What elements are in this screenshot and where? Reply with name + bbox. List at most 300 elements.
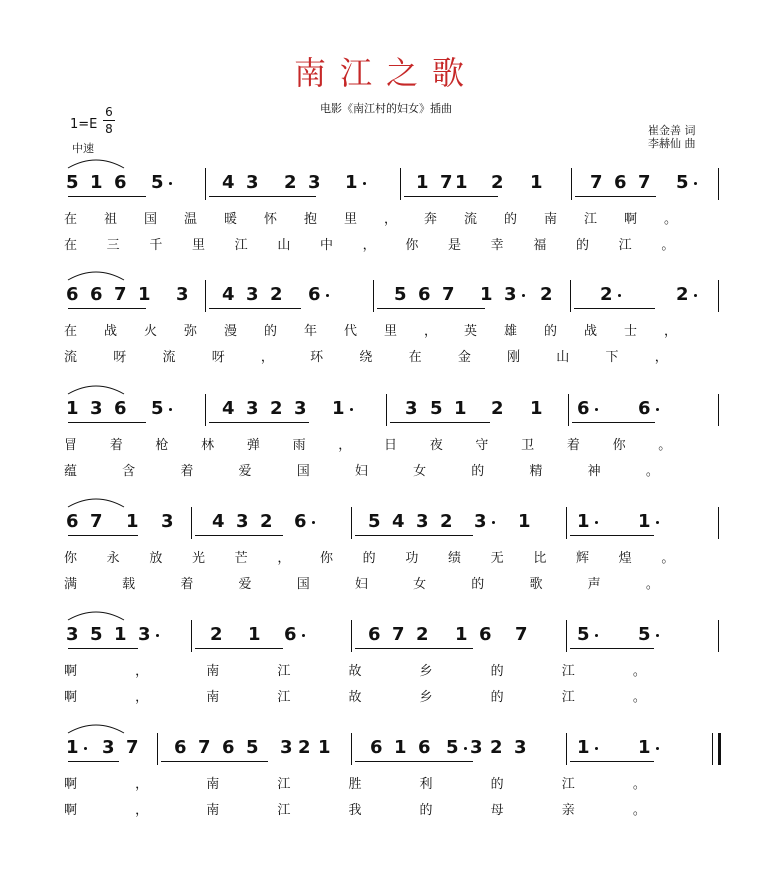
lyric-char: 比 <box>533 551 547 566</box>
note: 1 <box>638 511 651 532</box>
bar-line <box>373 280 374 312</box>
note: 3 <box>470 737 483 758</box>
lyric-char: 奔 <box>424 212 438 227</box>
beam-line <box>570 648 654 649</box>
lyric-char: 呀 <box>211 350 225 365</box>
lyric-char: 南 <box>206 777 220 792</box>
note: 3 <box>308 172 321 193</box>
slur <box>66 721 126 735</box>
dot <box>350 408 353 411</box>
dot <box>656 747 659 750</box>
lyric-char: 温 <box>184 212 198 227</box>
dot <box>326 294 329 297</box>
lyric-char: 故 <box>348 690 362 705</box>
beam-line <box>570 535 654 536</box>
note: 7 <box>198 737 211 758</box>
note: 1 <box>530 398 543 419</box>
lyric-char: 英 <box>464 324 478 339</box>
lyric-char: 含 <box>122 464 136 479</box>
beam-line <box>404 196 498 197</box>
lyric-char: 雨 <box>292 438 306 453</box>
lyric-char: 啊 <box>64 690 78 705</box>
note: 7 <box>638 172 651 193</box>
bar-line <box>568 394 569 426</box>
lyric-char: 啊 <box>64 664 78 679</box>
lyric-char: 守 <box>475 438 489 453</box>
dot <box>464 747 467 750</box>
bar-line <box>718 394 719 426</box>
lyric-char: 你 <box>405 238 419 253</box>
lyric-char: 的 <box>419 803 433 818</box>
lyric-char: 夜 <box>429 438 443 453</box>
lyric-char: 雄 <box>504 324 518 339</box>
dot <box>522 294 525 297</box>
note: 5 <box>638 624 651 645</box>
note: 1 <box>394 737 407 758</box>
note: 1 <box>455 624 468 645</box>
note: 1 <box>90 172 103 193</box>
note: 2 <box>491 398 504 419</box>
beam-line <box>355 761 473 762</box>
lyric-char: 妇 <box>354 577 368 592</box>
note: 6 <box>614 172 627 193</box>
note: 5 <box>151 398 164 419</box>
note: 1 <box>66 398 79 419</box>
lyric-char: 南 <box>206 803 220 818</box>
lyric-char: 江 <box>584 212 598 227</box>
bar-line <box>400 168 401 200</box>
note: 3 <box>66 624 79 645</box>
note: 1 <box>455 172 468 193</box>
note: 2 <box>260 511 273 532</box>
note: 7 <box>392 624 405 645</box>
note: 5 <box>430 398 443 419</box>
note: 4 <box>392 511 405 532</box>
lyric-char: 。 <box>661 551 675 566</box>
lyric-char: 蕴 <box>64 464 78 479</box>
lyric-char: 福 <box>533 238 547 253</box>
note: 7 <box>442 284 455 305</box>
bar-line <box>191 620 192 652</box>
note: 3 <box>246 284 259 305</box>
bar-line <box>718 168 719 200</box>
note: 3 <box>280 737 293 758</box>
note: 1 <box>248 624 261 645</box>
lyric-char: 的 <box>471 464 485 479</box>
tempo-marking: 中速 <box>72 142 94 155</box>
note: 1 <box>530 172 543 193</box>
note: 1 <box>454 398 467 419</box>
note: 2 <box>600 284 613 305</box>
bar-line <box>157 733 158 765</box>
dot <box>302 634 305 637</box>
lyric-char: 暖 <box>224 212 238 227</box>
note: 6 <box>638 398 651 419</box>
beam-line <box>377 308 485 309</box>
dot <box>595 747 598 750</box>
lyric-char: 国 <box>296 464 310 479</box>
lyric-char: 。 <box>632 803 646 818</box>
note: 2 <box>490 737 503 758</box>
note: 3 <box>161 511 174 532</box>
note: 7 <box>515 624 528 645</box>
lyric-char: 幸 <box>490 238 504 253</box>
lyric-char: 江 <box>277 777 291 792</box>
note: 2 <box>270 284 283 305</box>
lyric-char: 中 <box>320 238 334 253</box>
beam-line <box>355 648 473 649</box>
note: 4 <box>222 284 235 305</box>
beam-line <box>574 308 655 309</box>
lyric-char: 辉 <box>576 551 590 566</box>
bar-line <box>566 620 567 652</box>
lyric-char: 南 <box>544 212 558 227</box>
lyric-char: ， <box>135 664 149 679</box>
lyric-char: 。 <box>632 777 646 792</box>
lyric-char: 日 <box>384 438 398 453</box>
lyric-char: 在 <box>64 212 78 227</box>
lyric-char: 啊 <box>64 803 78 818</box>
dot <box>84 747 87 750</box>
lyric-char: 你 <box>64 551 78 566</box>
lyric-char: 啊 <box>624 212 638 227</box>
beam-line <box>195 535 283 536</box>
lyric-char: 弹 <box>246 438 260 453</box>
note: 3 <box>405 398 418 419</box>
lyric-char: 流 <box>64 350 78 365</box>
time-bottom: 8 <box>105 122 113 136</box>
lyric-char: ， <box>135 777 149 792</box>
beam-line <box>68 535 138 536</box>
lyric-char: 。 <box>661 238 675 253</box>
note: 4 <box>222 172 235 193</box>
time-signature <box>102 104 116 137</box>
composer-credit: 李赫仙 曲 <box>648 137 696 150</box>
lyric-char: 在 <box>64 238 78 253</box>
lyric-char: ， <box>338 438 352 453</box>
note: 6 <box>174 737 187 758</box>
lyric-char: 载 <box>122 577 136 592</box>
lyric-char: 江 <box>618 238 632 253</box>
lyric-char: 神 <box>587 464 601 479</box>
key-signature: 1=E <box>70 117 98 132</box>
lyric-char: 在 <box>408 350 422 365</box>
lyric-char: 的 <box>264 324 278 339</box>
note: 6 <box>370 737 383 758</box>
lyric-char: ， <box>654 350 668 365</box>
note: 3 <box>236 511 249 532</box>
bar-line <box>351 733 352 765</box>
note: 7 <box>114 284 127 305</box>
lyric-char: 。 <box>645 464 659 479</box>
dot <box>656 634 659 637</box>
dot <box>595 521 598 524</box>
dot <box>169 182 172 185</box>
lyric-char: 山 <box>556 350 570 365</box>
beam-line <box>161 761 268 762</box>
slur <box>66 268 126 282</box>
note: 3 <box>246 172 259 193</box>
lyric-char: 利 <box>419 777 433 792</box>
note: 3 <box>416 511 429 532</box>
lyric-char: 怀 <box>264 212 278 227</box>
lyric-char: 胜 <box>348 777 362 792</box>
bar-line <box>205 280 206 312</box>
note: 1 <box>332 398 345 419</box>
lyric-char: 的 <box>490 664 504 679</box>
note: 6 <box>114 172 127 193</box>
lyric-char: 流 <box>464 212 478 227</box>
note: 2 <box>440 511 453 532</box>
dot <box>618 294 621 297</box>
note: 6 <box>284 624 297 645</box>
lyric-char: 的 <box>471 577 485 592</box>
lyric-char: 山 <box>277 238 291 253</box>
lyric-char: 爱 <box>238 577 252 592</box>
dot <box>156 634 159 637</box>
lyric-char: 啊 <box>64 777 78 792</box>
lyric-char: 枪 <box>155 438 169 453</box>
note: 6 <box>368 624 381 645</box>
lyric-char: 是 <box>448 238 462 253</box>
note: 1 <box>114 624 127 645</box>
lyric-char: 着 <box>180 464 194 479</box>
note: 6 <box>308 284 321 305</box>
note: 5 <box>446 737 459 758</box>
lyric-char: 。 <box>664 212 678 227</box>
bar-line <box>718 733 721 765</box>
lyric-char: ， <box>135 803 149 818</box>
lyric-char: 千 <box>149 238 163 253</box>
lyric-char: 歌 <box>529 577 543 592</box>
beam-line <box>572 422 655 423</box>
slur <box>66 382 126 396</box>
note: 1 <box>138 284 151 305</box>
note: 4 <box>212 511 225 532</box>
note: 3 <box>294 398 307 419</box>
note: 2 <box>491 172 504 193</box>
slur <box>66 495 126 509</box>
lyric-char: 火 <box>144 324 158 339</box>
lyric-char: 着 <box>109 438 123 453</box>
bar-line <box>566 507 567 539</box>
lyric-char: 江 <box>234 238 248 253</box>
lyric-char: ， <box>277 551 291 566</box>
bar-line <box>205 168 206 200</box>
lyric-char: 里 <box>344 212 358 227</box>
note: 3 <box>474 511 487 532</box>
note: 1 <box>577 737 590 758</box>
lyric-char: 刚 <box>507 350 521 365</box>
lyric-char: 女 <box>413 464 427 479</box>
lyric-char: 芒 <box>234 551 248 566</box>
lyric-char: 江 <box>561 777 575 792</box>
beam-line <box>575 196 656 197</box>
lyric-char: 流 <box>162 350 176 365</box>
lyric-char: 里 <box>192 238 206 253</box>
lyric-char: 卫 <box>521 438 535 453</box>
lyric-char: 的 <box>504 212 518 227</box>
lyric-char: 金 <box>457 350 471 365</box>
lyric-char: ， <box>384 212 398 227</box>
bar-line <box>570 280 571 312</box>
lyric-char: 江 <box>561 664 575 679</box>
lyric-char: 呀 <box>113 350 127 365</box>
lyric-char: ， <box>260 350 274 365</box>
lyric-char: 代 <box>344 324 358 339</box>
beam-line <box>68 308 146 309</box>
beam-line <box>68 422 146 423</box>
lyric-char: 的 <box>490 690 504 705</box>
lyric-char: 绩 <box>448 551 462 566</box>
note: 6 <box>66 284 79 305</box>
dot <box>169 408 172 411</box>
note: 1 <box>638 737 651 758</box>
note: 1 <box>416 172 429 193</box>
note: 5 <box>676 172 689 193</box>
note: 1 <box>577 511 590 532</box>
lyric-char: 的 <box>576 238 590 253</box>
song-title: 南江之歌 <box>293 54 478 92</box>
lyric-char: 煌 <box>618 551 632 566</box>
note: 3 <box>504 284 517 305</box>
lyric-char: 士 <box>624 324 638 339</box>
lyric-char: 。 <box>658 438 672 453</box>
note: 1 <box>345 172 358 193</box>
beam-line <box>570 761 654 762</box>
note: 3 <box>514 737 527 758</box>
dot <box>694 294 697 297</box>
bar-line <box>718 507 719 539</box>
lyric-char: 爱 <box>238 464 252 479</box>
lyric-char: 女 <box>413 577 427 592</box>
lyric-char: 妇 <box>354 464 368 479</box>
bar-line <box>571 168 572 200</box>
lyric-char: 林 <box>201 438 215 453</box>
lyric-char: 的 <box>544 324 558 339</box>
lyric-char: 故 <box>348 664 362 679</box>
lyric-char: 国 <box>144 212 158 227</box>
beam-line <box>68 196 146 197</box>
lyric-char: ， <box>664 324 678 339</box>
lyric-char: 放 <box>149 551 163 566</box>
lyric-char: 无 <box>490 551 504 566</box>
lyric-char: 我 <box>348 803 362 818</box>
song-subtitle: 电影《南江村的妇女》插曲 <box>320 102 452 115</box>
note: 5 <box>66 172 79 193</box>
lyric-char: 的 <box>362 551 376 566</box>
bar-line <box>712 733 713 765</box>
note: 6 <box>90 284 103 305</box>
note: 3 <box>246 398 259 419</box>
lyric-char: 抱 <box>304 212 318 227</box>
lyric-char: 。 <box>632 664 646 679</box>
lyric-char: 下 <box>605 350 619 365</box>
dot <box>492 521 495 524</box>
note: 2 <box>270 398 283 419</box>
slur <box>66 608 126 622</box>
lyric-char: 江 <box>277 803 291 818</box>
lyric-char: 光 <box>192 551 206 566</box>
dot <box>363 182 366 185</box>
dot <box>312 521 315 524</box>
lyric-char: 南 <box>206 664 220 679</box>
bar-line <box>191 507 192 539</box>
lyric-char: 江 <box>277 664 291 679</box>
beam-line <box>68 648 138 649</box>
lyric-char: 战 <box>584 324 598 339</box>
lyric-char: 里 <box>384 324 398 339</box>
note: 2 <box>284 172 297 193</box>
note: 1 <box>126 511 139 532</box>
lyric-char: 你 <box>612 438 626 453</box>
lyric-char: ， <box>362 238 376 253</box>
credits <box>648 124 696 150</box>
note: 6 <box>418 284 431 305</box>
lyric-char: 国 <box>296 577 310 592</box>
beam-line <box>195 648 283 649</box>
beam-line <box>355 535 473 536</box>
dot <box>656 408 659 411</box>
note: 6 <box>66 511 79 532</box>
note: 3 <box>102 737 115 758</box>
dot <box>656 521 659 524</box>
lyric-char: 。 <box>632 690 646 705</box>
beam-line <box>390 422 490 423</box>
note: 5 <box>246 737 259 758</box>
note: 6 <box>294 511 307 532</box>
note: 1 <box>318 737 331 758</box>
beam-line <box>209 308 301 309</box>
dot <box>595 408 598 411</box>
lyric-char: 永 <box>106 551 120 566</box>
beam-line <box>209 196 316 197</box>
lyric-char: 祖 <box>104 212 118 227</box>
note: 5 <box>368 511 381 532</box>
lyric-char: 声 <box>587 577 601 592</box>
bar-line <box>386 394 387 426</box>
note: 3 <box>90 398 103 419</box>
lyric-char: 亲 <box>561 803 575 818</box>
lyric-char: 乡 <box>419 690 433 705</box>
bar-line <box>205 394 206 426</box>
bar-line <box>566 733 567 765</box>
note: 5 <box>394 284 407 305</box>
lyric-char: 母 <box>490 803 504 818</box>
lyric-char: 年 <box>304 324 318 339</box>
lyric-char: 漫 <box>224 324 238 339</box>
note: 5 <box>90 624 103 645</box>
bar-line <box>351 620 352 652</box>
time-top: 6 <box>105 105 113 119</box>
bar-line <box>351 507 352 539</box>
note: 1 <box>518 511 531 532</box>
note: 6 <box>114 398 127 419</box>
note: 6 <box>418 737 431 758</box>
lyric-char: 着 <box>566 438 580 453</box>
lyric-char: 江 <box>561 690 575 705</box>
note: 7 <box>440 172 453 193</box>
lyric-char: 南 <box>206 690 220 705</box>
lyric-char: 弥 <box>184 324 198 339</box>
lyric-char: ， <box>424 324 438 339</box>
note: 7 <box>590 172 603 193</box>
lyric-char: 战 <box>104 324 118 339</box>
lyric-char: 精 <box>529 464 543 479</box>
lyric-char: 你 <box>320 551 334 566</box>
bar-line <box>718 280 719 312</box>
lyricist-credit: 崔金善 词 <box>648 124 696 137</box>
